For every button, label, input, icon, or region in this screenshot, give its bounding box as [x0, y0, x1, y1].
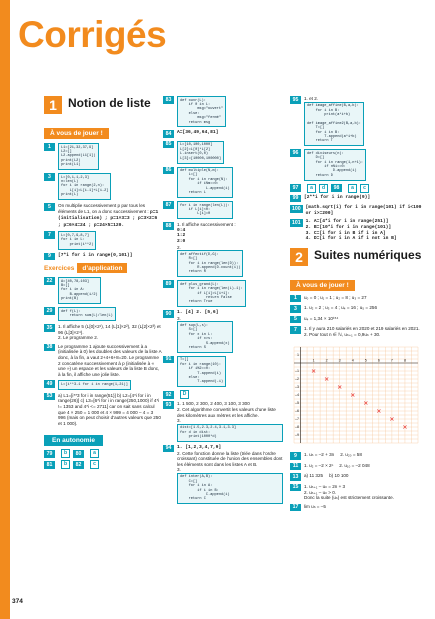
answer-text: [math.sqrt(i) for i in range(101) if i<100 or i>=200]	[305, 205, 422, 216]
exercise	[163, 141, 283, 164]
exercise-number: 90	[163, 310, 174, 318]
exercise-number: 9	[290, 452, 301, 460]
exercise-text	[304, 473, 349, 479]
y-tick-label: –6	[295, 409, 300, 414]
answer-line: 4. D=[i for i in A if i not in B]	[305, 236, 397, 242]
exercise-number: 84	[163, 130, 174, 138]
exercise-text	[304, 463, 370, 469]
exercise-number: 35	[44, 324, 55, 332]
exercise	[163, 201, 283, 219]
answer-text: 3.	[177, 467, 181, 473]
exercise-number: 3	[44, 173, 55, 181]
exercise	[290, 305, 425, 313]
answer-text: 2. u₂₀ = 58	[340, 452, 362, 458]
exercise	[44, 277, 162, 304]
answer-text: u₄ = 1,34 × 10¹⁵⁴	[304, 315, 339, 321]
exercise	[163, 167, 283, 198]
x-tick-label: 2	[325, 358, 328, 363]
answer-text: 1. u₂ = –2 × 2ⁿ	[304, 462, 334, 468]
exercise	[44, 173, 162, 200]
code-block: def diviseurs(n): D=[] for i in range(1,n+1): if n%i==0: D.append(i) return D	[304, 149, 366, 180]
exercise-number: 93	[163, 401, 174, 409]
section-2-header	[290, 248, 425, 276]
exercise-number: 91	[163, 356, 174, 364]
y-tick-label: –5	[295, 401, 300, 406]
answer-text: a) 11 325	[304, 473, 324, 479]
exercise-number: 100	[292, 205, 301, 212]
code-block: L1=[21,32,37,9] L2=[] L2.append(L1[1]) print(L2) print(L1)	[58, 143, 99, 170]
exercise	[44, 344, 162, 378]
answer-line: 3. C=[i for i in B if i in A]	[305, 230, 386, 236]
exercise-number: 9	[44, 253, 55, 261]
answer-text: u₀ = 0 ; u₁ = 1 ; u₂ = 8 ; u₃ = 27	[304, 294, 367, 300]
exercise	[290, 504, 425, 512]
exercise-text	[304, 484, 394, 501]
exercices-application-header	[44, 263, 162, 273]
exercise	[163, 310, 283, 353]
application-tag: d’application	[77, 263, 127, 273]
column-2	[163, 96, 283, 507]
y-tick-label: –3	[295, 385, 300, 390]
x-tick-label: 6	[377, 358, 380, 363]
answer-text: b) 10 100	[329, 473, 349, 479]
y-tick-label: 1	[297, 353, 300, 358]
exercise	[290, 96, 425, 146]
answer-text: 1. et 2.	[304, 96, 319, 101]
answer-text: 1. [1,2,3,4,7,9]	[177, 444, 222, 450]
exercise	[163, 356, 283, 387]
exercise-text	[304, 96, 364, 146]
exercise	[290, 295, 425, 303]
column-1	[44, 96, 162, 471]
answer-text: Donc la suite (uₙ) est strictement croissante.	[304, 495, 394, 501]
answer-text: 1. uₙ = –2 + 3n	[304, 452, 335, 458]
exercise	[163, 96, 283, 127]
answer-text: 2. Le programme 2.	[58, 335, 99, 341]
y-tick-label: –9	[295, 433, 300, 438]
autonomie-answers	[44, 449, 162, 458]
exercise-text	[304, 452, 362, 458]
exercise	[163, 401, 283, 442]
code-block: L=[i**3-1 for i in range(1,21)]	[58, 380, 131, 389]
exercise-text	[58, 203, 162, 228]
exercise	[44, 253, 162, 261]
exercise	[44, 393, 162, 427]
plot-ticks	[295, 354, 406, 438]
answer-box: a	[348, 184, 357, 193]
code-block: for i in range(len(L)): if L[i]<0: L[i]=0	[177, 201, 233, 219]
exercise-number: 17	[290, 504, 301, 512]
page-title: Corrigés	[18, 14, 167, 55]
answer-box: a	[307, 184, 316, 193]
exercise-number: 92	[163, 391, 174, 399]
exercise	[44, 380, 162, 389]
answer-text: 3.	[177, 418, 181, 424]
exercise-number: 82	[73, 461, 84, 469]
section-number: 2	[290, 248, 308, 266]
code-block: L=[0,7,9,8,7] for i in L: print(i**2)	[58, 231, 96, 249]
exercise-number: 101	[292, 219, 301, 226]
exercise-number: 15	[290, 484, 301, 492]
answer-box: b	[61, 449, 70, 458]
y-tick-label: –8	[295, 425, 300, 430]
exercise-number: 7	[290, 326, 301, 334]
qcm-answer	[163, 390, 283, 399]
exercise-number: 1	[44, 143, 55, 151]
exercise-number: 5	[44, 203, 55, 211]
answer-box: c	[360, 184, 369, 193]
exercise	[290, 149, 425, 180]
answer-box: D	[180, 390, 189, 399]
answer-text: [7*i for i in range(0,101)]	[58, 252, 133, 258]
section-number: 1	[44, 96, 62, 114]
exercise-number: 38	[44, 344, 55, 352]
x-tick-label: 4	[351, 358, 354, 363]
exercise	[290, 484, 425, 501]
answer-text: 1. Il affiche successivement :	[177, 222, 236, 228]
code-block: def sup(L,s): S=[] for x in L: if x>s: S.append(x) return S	[177, 321, 233, 352]
answer-box: b	[61, 460, 70, 469]
answer-text: lim uₙ = –5	[304, 503, 326, 509]
exercise-number: 29	[44, 307, 55, 315]
exercise-number: 86	[163, 167, 174, 175]
answer-line: 1. A=[4*i for i in range(251)]	[305, 219, 389, 225]
answer-text: a) L1=[i**3 for i in range(51)] b) L2=[4*i for i in range(26)] c) L3=[6*i for i in range(250,1000) if 4*i != 1353 and 4*i <= 2711] car on sait sans calcul que 4 × 250 = 1 000 et 4 × 999 = 4 000 – 4 = 3 996 (mais on peut choisir d’autres valeurs que 250 et 1 000).	[58, 392, 161, 426]
answer-text: 1. Il y aura 210 salariés en 2020 et 219 salariés en 2021.	[304, 326, 420, 332]
exercise	[44, 231, 162, 249]
exercise	[290, 205, 425, 216]
code-block: def f(L): return sum(L)/len(L)	[58, 307, 116, 321]
answer-text: 1. u₂ = 2 ; u₃ = 4 ; u₄ = 16 ; u₅ = 256	[304, 305, 378, 311]
code-block: def plus_grand(L): for i in range(len(L)-1): if L[i]>L[i+1]: return False return True	[177, 280, 246, 307]
sequence-plot	[290, 343, 422, 447]
code-block: L=[10,100,1000] L[2]=L[0]*L[2] L.insert(0,0) L[3]=[10000,100000]	[177, 141, 224, 164]
exercise-number: 3	[290, 305, 301, 313]
exercise-number: 49	[44, 380, 55, 388]
output-line: 1:2	[177, 233, 186, 239]
y-tick-label: –4	[295, 393, 300, 398]
answer-text: 2.	[177, 244, 181, 250]
code-block: def affectif(D,G): R=[] for i in range(len(D)): R.append(D.count(i)) return R	[177, 250, 243, 277]
exercise-number: 11	[290, 463, 301, 471]
column-3	[290, 96, 425, 514]
answer-line: 2. B=[10*i for i in range(101)]	[305, 224, 392, 230]
x-tick-label: 8	[403, 358, 406, 363]
exercise-number: 94	[163, 445, 174, 453]
answer-text: 1. Il affiche 5 (L[0]×2¹), 14 (L[1]×2²), 32 (L[2]×2³) et 96 (L[3]×2⁴).	[58, 324, 161, 335]
x-tick-label: 1	[312, 358, 315, 363]
exercise-number: 7	[44, 231, 55, 239]
exercise-number: 96	[290, 149, 301, 157]
en-autonomie-banner: En autonomie	[44, 435, 103, 446]
code-block: L=[0,1,1,2,3] n=len(L) for i in range(2,n): L[i]=L[i-1]+L[i-2] print(L)	[58, 173, 111, 200]
exercise-number: 5	[290, 316, 301, 324]
exercise-text	[177, 310, 233, 353]
autonomie-answers	[44, 460, 162, 469]
code-block: def ouvr(L): if 0 in L: msg="ouvert" else: msg="fermé" return msg	[177, 96, 226, 127]
exercise-text	[306, 219, 397, 241]
x-tick-label: 5	[364, 358, 367, 363]
orange-sidebar	[0, 0, 10, 619]
exercise-number: 97	[290, 184, 301, 192]
exercise-number: 22	[44, 277, 55, 285]
exercise	[163, 445, 283, 504]
code-block: def image_affine(B,a,b): for i in B: print(a*i+b) def image_affine2(B,a,b): T=[] for i in B: T.append(a*i+b) return T	[304, 102, 364, 147]
exercise-text	[58, 324, 162, 341]
page-number: 374	[12, 598, 23, 605]
y-tick-label: –1	[295, 369, 300, 374]
code-block: A=[40,78,103] B=[] for i in A: B.append(i/2) print(B)	[58, 277, 101, 304]
answer-text: 3.	[177, 315, 181, 321]
exercise-number: 99	[290, 195, 301, 203]
exercise-text	[304, 326, 420, 337]
answer-box: d	[319, 184, 328, 193]
exercices-label: Exercices	[44, 264, 75, 272]
answer-text: 2. u₁₀ = –2 048	[339, 462, 370, 468]
exercise-number: 83	[163, 96, 174, 104]
y-tick-label: –2	[295, 377, 300, 382]
answer-formula: p=1 (initialisation) ; p=1×3=3 ; p=3×2=6 ; p=6×4=24 ; p=24×5=120.	[58, 209, 159, 228]
code-block: def inter(A,B): C=[] for i in A: if i in B: C.append(i) return C	[177, 473, 283, 504]
exercise-number: 89	[163, 280, 174, 288]
exercise	[290, 195, 425, 203]
a-vous-de-jouer-banner: À vous de jouer !	[290, 280, 355, 291]
exercise-number: 87	[163, 201, 174, 209]
exercise	[163, 222, 283, 277]
exercise-number: 98	[331, 184, 342, 192]
code-block: def multiple(N,m): L=[] for i in range(N): if i%m==0: L.append(i) return L	[177, 167, 233, 198]
answer-text: 1. 1 500, 2 300, 2 400, 3 100, 3 300	[177, 401, 250, 407]
exercise	[290, 463, 425, 471]
answer-text: A=[36,49,64,81]	[177, 130, 219, 136]
answer-text: Le programme 1 ajoute successivement à a (initialisée à 0) les doubles des valeurs de la liste A donc, à la fin, a vaut 2+4+6+8=20. Le programme 2 concatène successivement à p (initialisée à « une ») un espace et les valeurs de la liste B donc, à la fin, il affiche une jolie liste.	[58, 343, 162, 377]
exercise	[44, 324, 162, 341]
exercise	[163, 130, 283, 138]
exercise	[163, 280, 283, 307]
code-block: dist=[1.5,2.3,2.4,3.1,3.3] for d in dist: print(1000*d)	[177, 424, 283, 442]
answer-text: [2**i for i in range(9)]	[304, 194, 371, 200]
x-tick-label: 7	[390, 358, 393, 363]
section-title: Notion de liste	[68, 96, 151, 110]
output-line: 2:0	[177, 239, 186, 244]
section-1-header	[44, 96, 162, 124]
answer-text: 2. Cet algorithme convertit les valeurs d’une liste des kilomètres aux mètres et les affiche.	[177, 406, 276, 418]
exercise	[290, 316, 425, 324]
exercise	[290, 326, 425, 337]
exercise-text	[177, 222, 243, 277]
exercise	[44, 143, 162, 170]
answer-text: On multiplie successivement p par tous les éléments de L1, on a donc successivement :	[58, 203, 149, 214]
exercise	[44, 307, 162, 321]
code-block: T=[] for i in range(10): if i%2==0: T.append(i) else: T.append(-i)	[177, 356, 226, 387]
exercise	[44, 203, 162, 228]
answer-text: 2. uₙ₊₁ – uₙ > 0.	[304, 489, 337, 495]
y-tick-label: –7	[295, 417, 300, 422]
exercise-number: 85	[163, 141, 174, 149]
answer-text: 2. Cette fonction donne la liste (triée dans l’ordre croissant) constituée de l’union des ensembles dont les éléments sont dans les listes A et B.	[177, 450, 283, 467]
answer-text: 1. [4] 2. [5,6]	[177, 310, 219, 316]
x-tick-label: 3	[338, 358, 341, 363]
exercise-number: 88	[163, 222, 174, 230]
exercise-number: 80	[73, 450, 84, 458]
exercise-number: 1	[290, 295, 301, 303]
exercise-number: 95	[290, 96, 301, 104]
exercise-number: 13	[290, 473, 301, 481]
output-line: 0:4	[177, 227, 186, 233]
qcm-answers	[290, 184, 425, 193]
answer-box: c	[90, 460, 99, 469]
answer-text: 1. uₙ₊₁ – uₙ = 2n + 3	[304, 483, 346, 489]
exercise	[290, 219, 425, 241]
exercise-number: 79	[44, 450, 55, 458]
exercise	[290, 473, 425, 481]
exercise-text	[177, 401, 283, 442]
exercise-text	[177, 445, 283, 504]
exercise-number: 81	[44, 461, 55, 469]
answer-box: a	[90, 449, 99, 458]
section-title: Suites numériques	[314, 247, 422, 262]
exercise	[290, 452, 425, 460]
answer-text: 2. Pour tout n ∈ ℕ, uₙ₊₁ = 0,9uₙ + 30.	[304, 331, 381, 337]
a-vous-de-jouer-banner: À vous de jouer !	[44, 128, 109, 139]
exercise-number: 53	[44, 393, 55, 401]
